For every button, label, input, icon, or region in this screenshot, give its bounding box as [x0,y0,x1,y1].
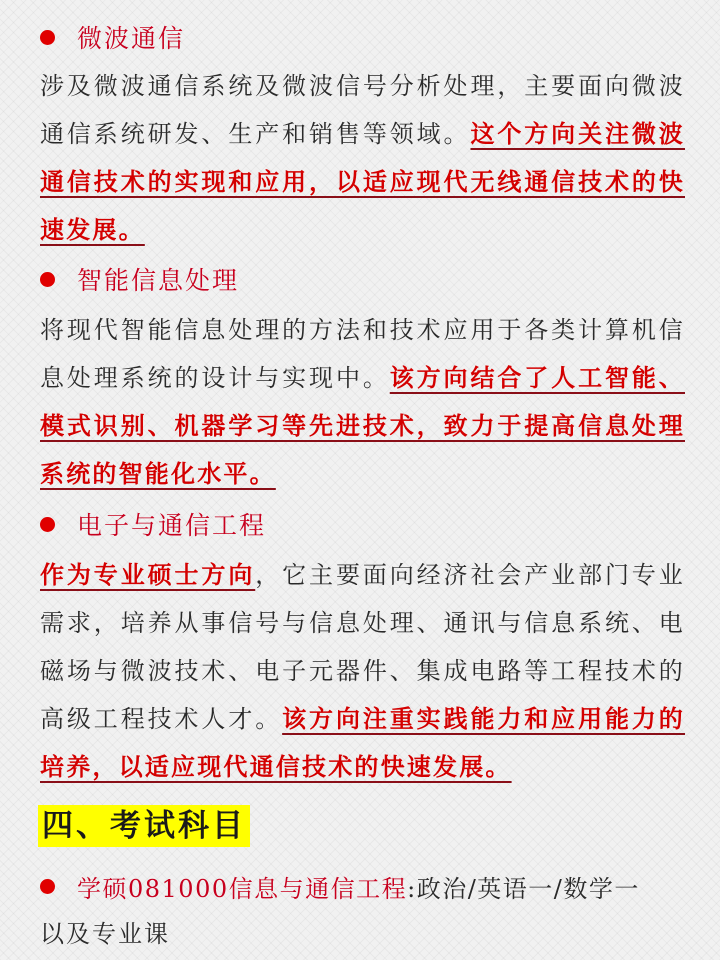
exam-item-subjects: :政治/英语一/数学一 [407,874,640,903]
bullet-icon [40,272,55,287]
bullet-icon [40,517,55,532]
emphasis-text: 这个方向关注微波通信技术的实现和应用，以适应现代无线通信技术的快速发展。 [40,119,685,244]
emphasis-text: 该方向注重实践能力和应用能力的培养，以适应现代通信技术的快速发展。 [40,704,685,781]
paragraph-microwave [40,62,685,254]
bullet-icon [40,30,55,45]
exam-item-label: 学硕081000信息与通信工程 [77,874,408,903]
paragraph-text: 将现代智能信息处理的方法和技术应用于各类计算机信息处理系统的设计与实现中。 [40,316,685,392]
section-heading-electronic-comm [40,506,266,542]
section-heading-intelligent-info [40,261,239,297]
paragraph-intelligent-info [40,306,685,498]
paragraph-text: 涉及微波通信系统及微波信号分析处理，主要面向微波通信系统研发、生产和销售等领域。 [40,72,685,148]
emphasis-text: 该方向结合了人工智能、模式识别、机器学习等先进技术，致力于提高信息处理系统的智能化水平。 [40,363,685,488]
exam-section-title: 四、考试科目 [38,805,250,847]
heading-text: 电子与通信工程 [77,511,267,540]
heading-text: 智能信息处理 [77,266,240,295]
bullet-icon [40,879,55,894]
heading-text: 微波通信 [77,24,186,53]
exam-item-continuation: 以及专业课 [40,920,170,948]
exam-item [40,866,640,906]
section-heading-microwave [40,19,185,55]
paragraph-text: ，它主要面向经济社会产业部门专业需求，培养从事信号与信息处理、通讯与信息系统、电磁场与微波技术、电子元器件、集成电路等工程技术的高级工程技术人才。 [40,561,685,733]
lead-emphasis-text: 作为专业硕士方向 [40,560,256,589]
paragraph-electronic-comm [40,551,685,791]
